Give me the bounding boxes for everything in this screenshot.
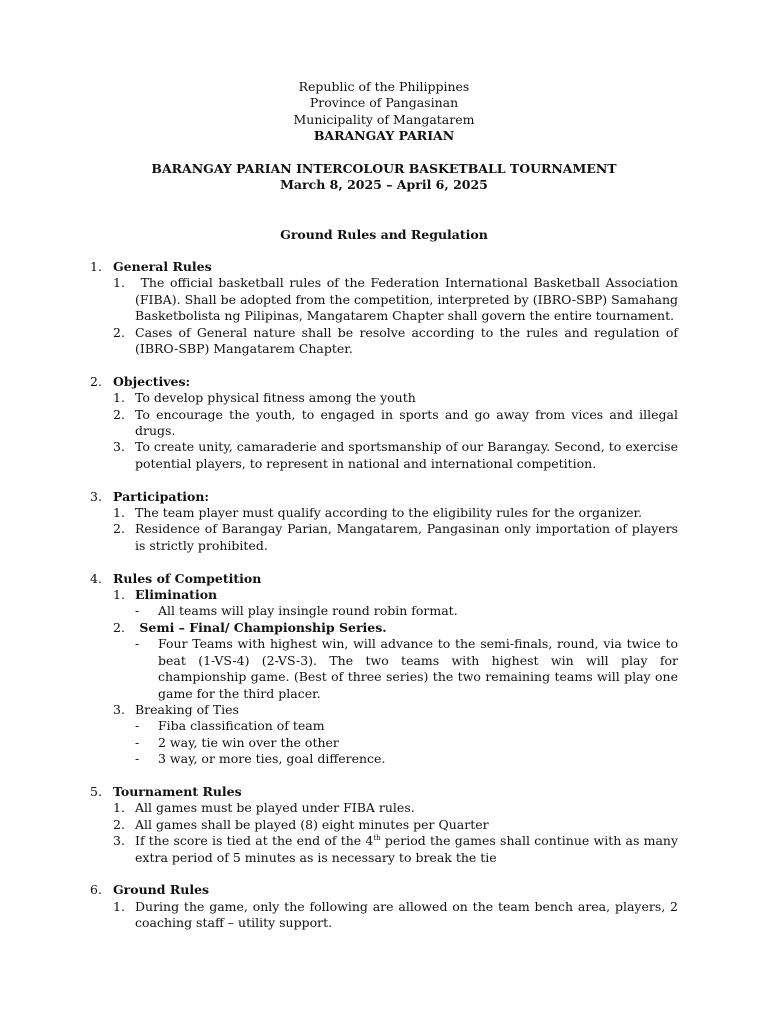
item-text: To create unity, camaraderie and sportsmanship of our Barangay. Second, to exercise potential players, to represent in national and international competition. (135, 439, 678, 471)
item-text: Breaking of Ties (135, 701, 239, 717)
list-item (113, 587, 678, 603)
item-number: 1. (113, 587, 125, 603)
bullet-item (135, 718, 678, 734)
tournament-title: BARANGAY PARIAN INTERCOLOUR BASKETBALL TOURNAMENT (151, 160, 617, 176)
item-text: Elimination (135, 587, 218, 603)
item-number: 3. (113, 701, 125, 717)
item-text: To develop physical fitness among the youth (135, 390, 416, 406)
item-text: Fiba classification of team (158, 718, 325, 734)
item-number: 3. (113, 439, 125, 455)
item-text (135, 833, 678, 866)
header-barangay: BARANGAY PARIAN (313, 128, 455, 144)
section-general-rules (90, 259, 678, 275)
item-number: 3. (113, 833, 125, 849)
bullet-item (135, 603, 678, 619)
section-rules-of-competition (90, 571, 678, 587)
item-text: The official basketball rules of the Federation International Basketball Association (FIBA). Shall be adopted from the competition, interpreted by (IBRO-SBP) Samahang Basketbolista ng Pilipinas, Mangatarem Chapter shall govern the entire tournament. (135, 275, 682, 324)
item-number: 2. (113, 406, 125, 422)
item-number: 1. (113, 275, 125, 291)
document-header (0, 79, 768, 243)
dash-marker: - (135, 751, 140, 767)
header-republic: Republic of the Philippines (298, 79, 470, 94)
item-text: Cases of General nature shall be resolve according to the rules and regulation of (IBRO-SBP) Mangatarem Chapter. (135, 324, 678, 357)
list-item (113, 817, 678, 833)
section-title: Participation: (113, 488, 210, 504)
list-item (113, 439, 678, 472)
item-text: Four Teams with highest win, will advance to the semi-finals, round, via twice to beat (1-VS-4) (2-VS-3). The two teams with highest win will play for championship game. (Best of three series) the two remaining teams will play one game for the third placer. (158, 636, 678, 701)
item-number: 2. (113, 816, 125, 832)
item-text: All games must be played under FIBA rules. (135, 800, 415, 816)
section-participation (90, 489, 678, 505)
item-number: 1. (113, 505, 125, 521)
dash-marker: - (135, 636, 140, 652)
item-text: All teams will play insingle round robin format. (158, 603, 458, 619)
list-item (113, 505, 678, 521)
item-text: All games shall be played (8) eight minutes per Quarter (135, 816, 489, 832)
section-number: 1. (90, 259, 102, 274)
list-item (113, 620, 678, 636)
item-number: 2. (113, 619, 125, 635)
dash-marker: - (135, 718, 140, 734)
item-number: 1. (113, 898, 125, 914)
section-number: 6. (90, 882, 102, 898)
section-number: 5. (90, 783, 102, 799)
bullet-item (135, 751, 678, 767)
section-title: Tournament Rules (113, 783, 242, 799)
section-ground-rules (90, 882, 678, 898)
item-text: To encourage the youth, to engaged in sports and go away from vices and illegal drugs. (135, 406, 678, 439)
section-title: Ground Rules (113, 882, 210, 898)
item-text: Semi – Final/ Championship Series. (135, 619, 387, 635)
item-text-part: period the games shall continue with as many extra period of 5 minutes as is necessary to break the tie (135, 833, 679, 865)
list-item (113, 390, 678, 406)
list-item (113, 702, 678, 718)
section-number: 2. (90, 373, 102, 389)
list-item (113, 899, 678, 932)
bullet-item (135, 735, 678, 751)
header-province: Province of Pangasinan (309, 95, 459, 111)
item-number: 1. (113, 800, 125, 816)
list-item (113, 800, 678, 816)
dash-marker: - (135, 603, 140, 619)
section-number: 4. (90, 570, 102, 586)
item-text: Residence of Barangay Parian, Mangatarem, Pangasinan only importation of players is strictly prohibited. (135, 521, 678, 553)
list-item (113, 521, 678, 554)
section-tournament-rules (90, 784, 678, 800)
list-item (113, 325, 678, 358)
item-text: During the game, only the following are allowed on the team bench area, players, 2 coaching staff – utility support. (135, 898, 678, 931)
item-number: 2. (113, 521, 125, 537)
document-body (90, 259, 682, 932)
section-title: General Rules (113, 259, 212, 274)
dash-marker: - (135, 734, 140, 750)
item-text: The team player must qualify according to the eligibility rules for the organizer. (135, 505, 643, 521)
tournament-dates: March 8, 2025 – April 6, 2025 (280, 177, 488, 193)
section-objectives (90, 374, 678, 390)
item-text: 2 way, tie win over the other (158, 734, 339, 750)
item-text: 3 way, or more ties, goal difference. (158, 751, 386, 767)
section-title: Rules of Competition (113, 570, 262, 586)
item-number: 2. (113, 324, 125, 340)
list-item (113, 833, 678, 866)
list-item (113, 407, 678, 440)
header-municipality: Municipality of Mangatarem (293, 111, 475, 127)
list-item (113, 275, 682, 324)
section-number: 3. (90, 488, 102, 504)
bullet-item (135, 636, 678, 702)
item-number: 1. (113, 390, 125, 406)
item-text-part: If the score is tied at the end of the 4 (135, 833, 374, 849)
section-title: Objectives: (113, 373, 191, 389)
ordinal-superscript: th (373, 834, 381, 842)
document-title: Ground Rules and Regulation (280, 226, 488, 242)
